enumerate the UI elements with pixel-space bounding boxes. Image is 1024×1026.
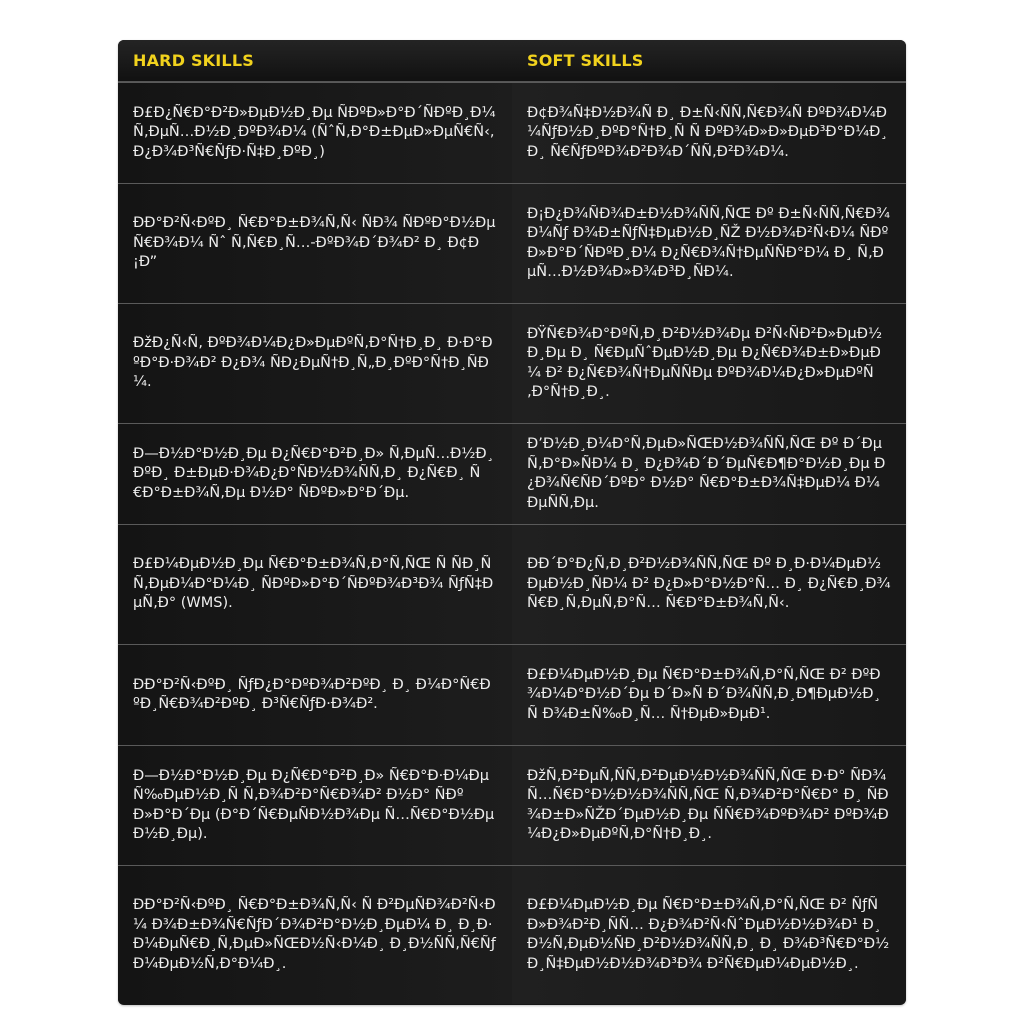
hard-skill-cell: Ð£Ð¼ÐµÐ½Ð¸Ðµ Ñ€Ð°Ð±Ð¾Ñ‚Ð°Ñ‚ÑŒ Ñ ÑÐ¸ÑÑ‚ÐµÐ¼Ð°Ð¼Ð¸ ÑÐºÐ»Ð°Ð´ÑÐºÐ¾Ð³Ð¾ ÑƒÑ‡ÐµÑ‚Ð° (WMS). — [118, 525, 512, 644]
table-row — [118, 82, 906, 183]
table-row — [118, 745, 906, 865]
soft-skill-cell: Ð£Ð¼ÐµÐ½Ð¸Ðµ Ñ€Ð°Ð±Ð¾Ñ‚Ð°Ñ‚ÑŒ Ð² ÐºÐ¾Ð¼Ð°Ð½Ð´Ðµ Ð´Ð»Ñ Ð´Ð¾ÑÑ‚Ð¸Ð¶ÐµÐ½Ð¸Ñ Ð¾Ð±Ñ‰Ð¸Ñ… Ñ†ÐµÐ»ÐµÐ¹. — [512, 645, 906, 745]
table-row — [118, 865, 906, 1004]
hard-skill-cell: ÐžÐ¿Ñ‹Ñ‚ ÐºÐ¾Ð¼Ð¿Ð»ÐµÐºÑ‚Ð°Ñ†Ð¸Ð¸ Ð·Ð°ÐºÐ°Ð·Ð¾Ð² Ð¿Ð¾ ÑÐ¿ÐµÑ†Ð¸Ñ„Ð¸ÐºÐ°Ñ†Ð¸ÑÐ¼. — [118, 304, 512, 423]
soft-skill-cell: Ð£Ð¼ÐµÐ½Ð¸Ðµ Ñ€Ð°Ð±Ð¾Ñ‚Ð°Ñ‚ÑŒ Ð² ÑƒÑÐ»Ð¾Ð²Ð¸ÑÑ… Ð¿Ð¾Ð²Ñ‹ÑˆÐµÐ½Ð½Ð¾Ð¹ Ð¸Ð½Ñ‚ÐµÐ½ÑÐ¸Ð²Ð½Ð¾ÑÑ‚Ð¸ Ð¸ Ð¾Ð³Ñ€Ð°Ð½Ð¸Ñ‡ÐµÐ½Ð½Ð¾Ð³Ð¾ Ð²Ñ€ÐµÐ¼ÐµÐ½Ð¸. — [512, 866, 906, 1004]
soft-skill-cell: Ð¢Ð¾Ñ‡Ð½Ð¾Ñ Ð¸ Ð±Ñ‹ÑÑ‚Ñ€Ð¾Ñ ÐºÐ¾Ð¼Ð¼ÑƒÐ½Ð¸ÐºÐ°Ñ†Ð¸Ñ Ñ ÐºÐ¾Ð»Ð»ÐµÐ³Ð°Ð¼Ð¸ Ð¸ Ñ€ÑƒÐºÐ¾Ð²Ð¾Ð´ÑÑ‚Ð²Ð¾Ð¼. — [512, 83, 906, 183]
soft-skill-cell: ÐŸÑ€Ð¾Ð°ÐºÑ‚Ð¸Ð²Ð½Ð¾Ðµ Ð²Ñ‹ÑÐ²Ð»ÐµÐ½Ð¸Ðµ Ð¸ Ñ€ÐµÑˆÐµÐ½Ð¸Ðµ Ð¿Ñ€Ð¾Ð±Ð»ÐµÐ¼ Ð² Ð¿Ñ€Ð¾Ñ†ÐµÑÑÐµ ÐºÐ¾Ð¼Ð¿Ð»ÐµÐºÑ‚Ð°Ñ†Ð¸Ð¸. — [512, 304, 906, 423]
hard-skill-cell: Ð—Ð½Ð°Ð½Ð¸Ðµ Ð¿Ñ€Ð°Ð²Ð¸Ð» Ñ€Ð°Ð·Ð¼ÐµÑ‰ÐµÐ½Ð¸Ñ Ñ‚Ð¾Ð²Ð°Ñ€Ð¾Ð² Ð½Ð° ÑÐºÐ»Ð°Ð´Ðµ (Ð°Ð´Ñ€ÐµÑÐ½Ð¾Ðµ Ñ…Ñ€Ð°Ð½ÐµÐ½Ð¸Ðµ). — [118, 746, 512, 865]
table-row — [118, 644, 906, 745]
soft-skill-cell: Ð’Ð½Ð¸Ð¼Ð°Ñ‚ÐµÐ»ÑŒÐ½Ð¾ÑÑ‚ÑŒ Ðº Ð´ÐµÑ‚Ð°Ð»ÑÐ¼ Ð¸ Ð¿Ð¾Ð´Ð´ÐµÑ€Ð¶Ð°Ð½Ð¸Ðµ Ð¿Ð¾Ñ€ÑÐ´ÐºÐ° Ð½Ð° Ñ€Ð°Ð±Ð¾Ñ‡ÐµÐ¼ Ð¼ÐµÑÑ‚Ðµ. — [512, 424, 906, 524]
hard-skill-cell: ÐÐ°Ð²Ñ‹ÐºÐ¸ Ñ€Ð°Ð±Ð¾Ñ‚Ñ‹ Ñ Ð²ÐµÑÐ¾Ð²Ñ‹Ð¼ Ð¾Ð±Ð¾Ñ€ÑƒÐ´Ð¾Ð²Ð°Ð½Ð¸ÐµÐ¼ Ð¸ Ð¸Ð·Ð¼ÐµÑ€Ð¸Ñ‚ÐµÐ»ÑŒÐ½Ñ‹Ð¼Ð¸ Ð¸Ð½ÑÑ‚Ñ€ÑƒÐ¼ÐµÐ½Ñ‚Ð°Ð¼Ð¸. — [118, 866, 512, 1004]
table-row — [118, 183, 906, 303]
soft-skill-cell: ÐÐ´Ð°Ð¿Ñ‚Ð¸Ð²Ð½Ð¾ÑÑ‚ÑŒ Ðº Ð¸Ð·Ð¼ÐµÐ½ÐµÐ½Ð¸ÑÐ¼ Ð² Ð¿Ð»Ð°Ð½Ð°Ñ… Ð¸ Ð¿Ñ€Ð¸Ð¾Ñ€Ð¸Ñ‚ÐµÑ‚Ð°Ñ… Ñ€Ð°Ð±Ð¾Ñ‚Ñ‹. — [512, 525, 906, 644]
soft-skill-cell: Ð¡Ð¿Ð¾ÑÐ¾Ð±Ð½Ð¾ÑÑ‚ÑŒ Ðº Ð±Ñ‹ÑÑ‚Ñ€Ð¾Ð¼Ñƒ Ð¾Ð±ÑƒÑ‡ÐµÐ½Ð¸ÑŽ Ð½Ð¾Ð²Ñ‹Ð¼ ÑÐºÐ»Ð°Ð´ÑÐºÐ¸Ð¼ Ð¿Ñ€Ð¾Ñ†ÐµÑÑÐ°Ð¼ Ð¸ Ñ‚ÐµÑ…Ð½Ð¾Ð»Ð¾Ð³Ð¸ÑÐ¼. — [512, 184, 906, 303]
hard-skill-cell: ÐÐ°Ð²Ñ‹ÐºÐ¸ ÑƒÐ¿Ð°ÐºÐ¾Ð²ÐºÐ¸ Ð¸ Ð¼Ð°Ñ€ÐºÐ¸Ñ€Ð¾Ð²ÐºÐ¸ Ð³Ñ€ÑƒÐ·Ð¾Ð². — [118, 645, 512, 745]
soft-skill-cell: ÐžÑ‚Ð²ÐµÑ‚ÑÑ‚Ð²ÐµÐ½Ð½Ð¾ÑÑ‚ÑŒ Ð·Ð° ÑÐ¾Ñ…Ñ€Ð°Ð½Ð½Ð¾ÑÑ‚ÑŒ Ñ‚Ð¾Ð²Ð°Ñ€Ð° Ð¸ ÑÐ¾Ð±Ð»ÑŽÐ´ÐµÐ½Ð¸Ðµ ÑÑ€Ð¾ÐºÐ¾Ð² ÐºÐ¾Ð¼Ð¿Ð»ÐµÐºÑ‚Ð°Ñ†Ð¸Ð¸. — [512, 746, 906, 865]
hard-skill-cell: ÐÐ°Ð²Ñ‹ÐºÐ¸ Ñ€Ð°Ð±Ð¾Ñ‚Ñ‹ ÑÐ¾ ÑÐºÐ°Ð½ÐµÑ€Ð¾Ð¼ Ñˆ Ñ‚Ñ€Ð¸Ñ…-ÐºÐ¾Ð´Ð¾Ð² Ð¸ Ð¢Ð¡Ð” — [118, 184, 512, 303]
hard-skill-cell: Ð—Ð½Ð°Ð½Ð¸Ðµ Ð¿Ñ€Ð°Ð²Ð¸Ð» Ñ‚ÐµÑ…Ð½Ð¸ÐºÐ¸ Ð±ÐµÐ·Ð¾Ð¿Ð°ÑÐ½Ð¾ÑÑ‚Ð¸ Ð¿Ñ€Ð¸ Ñ€Ð°Ð±Ð¾Ñ‚Ðµ Ð½Ð° ÑÐºÐ»Ð°Ð´Ðµ. — [118, 424, 512, 524]
table-row — [118, 524, 906, 644]
table-header-row — [118, 40, 906, 82]
skills-table — [118, 40, 906, 1005]
table-row — [118, 303, 906, 423]
table-row — [118, 423, 906, 524]
header-soft-skills: SOFT SKILLS — [527, 51, 644, 70]
header-hard-skills: HARD SKILLS — [133, 51, 254, 70]
hard-skill-cell: Ð£Ð¿Ñ€Ð°Ð²Ð»ÐµÐ½Ð¸Ðµ ÑÐºÐ»Ð°Ð´ÑÐºÐ¸Ð¼ Ñ‚ÐµÑ…Ð½Ð¸ÐºÐ¾Ð¼ (ÑˆÑ‚Ð°Ð±ÐµÐ»ÐµÑ€Ñ‹, Ð¿Ð¾Ð³Ñ€ÑƒÐ·Ñ‡Ð¸ÐºÐ¸) — [118, 83, 512, 183]
